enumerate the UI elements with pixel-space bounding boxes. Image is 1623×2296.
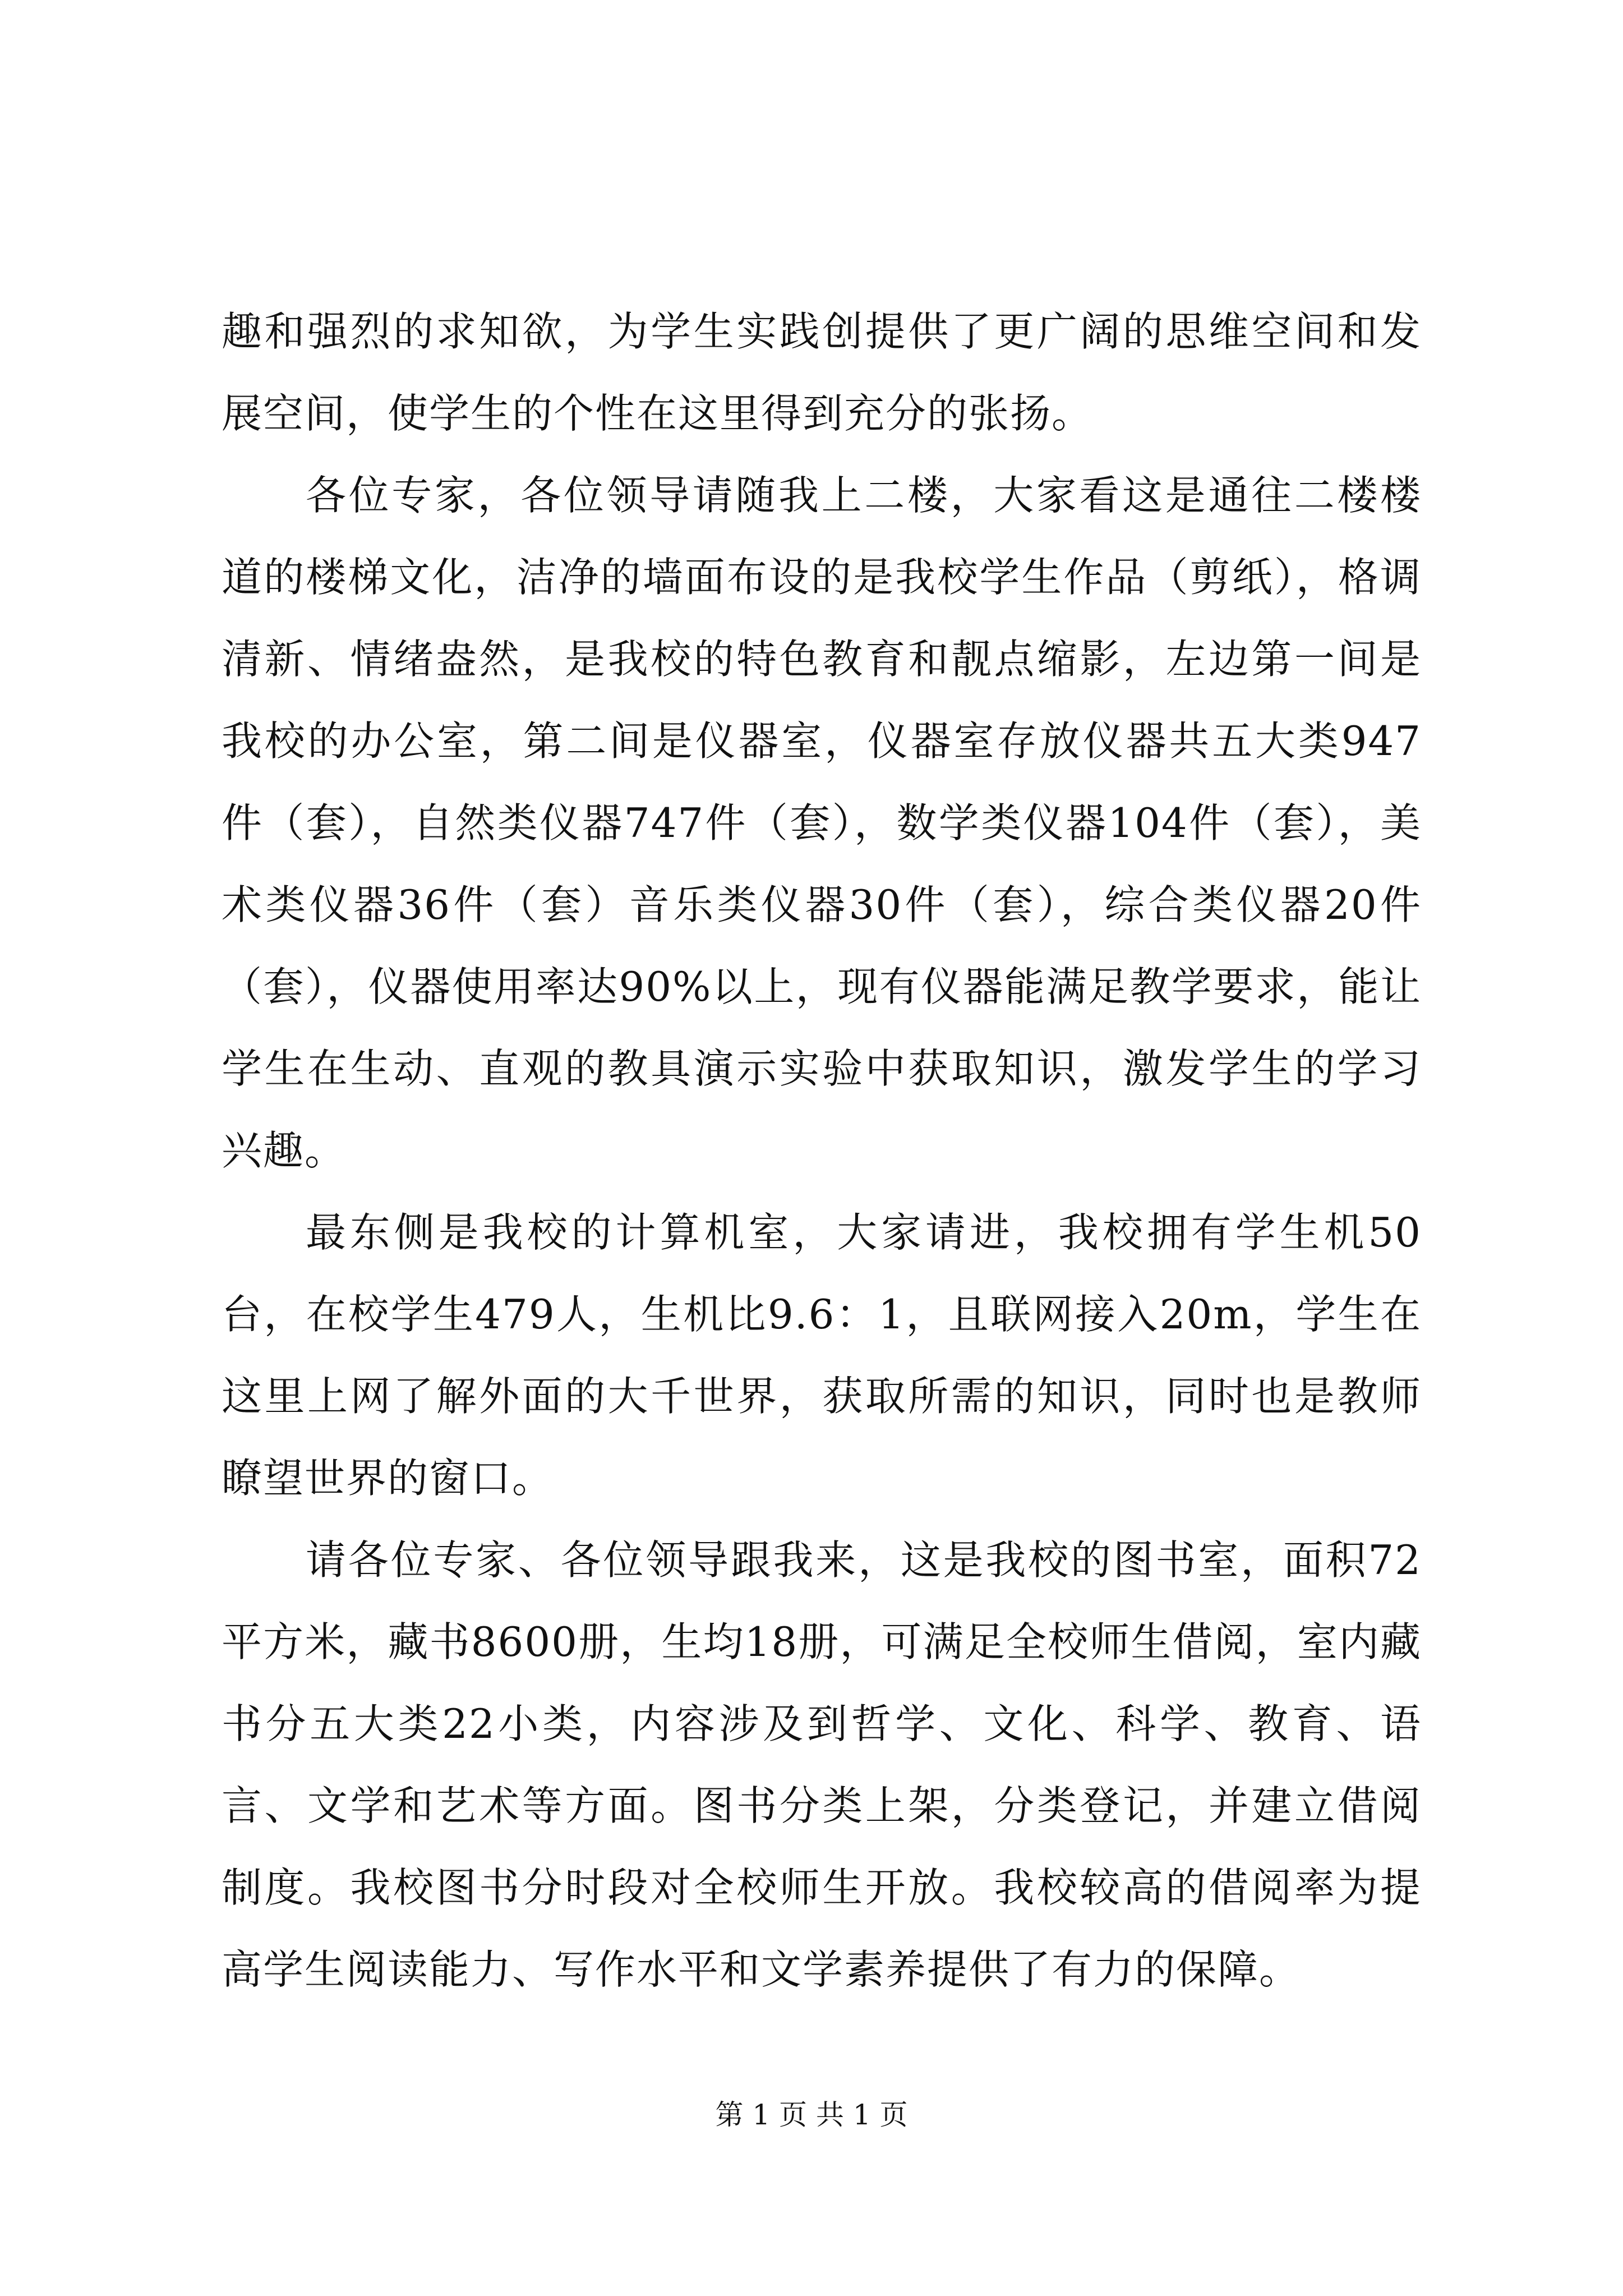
paragraph-instrument-room: 各位专家，各位领导请随我上二楼，大家看这是通往二楼楼道的楼梯文化，洁净的墙面布设的是我校学生作品（剪纸），格调清新、情绪盎然，是我校的特色教育和靓点缩影，左边第一间是我校的办公室，第二间是仪器室，仪器室存放仪器共五大类947件（套），自然类仪器747件（套），数学类仪器104件（套），美术类仪器36件（套）音乐类仪器30件（套），综合类仪器20件（套），仪器使用率达90%以上，现有仪器能满足教学要求，能让学生在生动、直观的教具演示实验中获取知识，激发学生的学习兴趣。 [222, 472, 1422, 1174]
paragraph-library: 请各位专家、各位领导跟我来，这是我校的图书室，面积72平方米，藏书8600册，生均18册，可满足全校师生借阅，室内藏书分五大类22小类，内容涉及到哲学、文化、科学、教育、语言、文学和艺术等方面。图书分类上架，分类登记，并建立借阅制度。我校图书分时段对全校师生开放。我校较高的借阅率为提高学生阅读能力、写作水平和文学素养提供了有力的保障。 [222, 1536, 1422, 1993]
paragraph-continuation: 趣和强烈的求知欲，为学生实践创提供了更广阔的思维空间和发展空间，使学生的个性在这里得到充分的张扬。 [222, 308, 1422, 437]
document-body [222, 291, 1422, 2010]
paragraph-computer-room: 最东侧是我校的计算机室，大家请进，我校拥有学生机50台，在校学生479人，生机比9.6：1，且联网接入20m，学生在这里上网了解外面的大千世界，获取所需的知识，同时也是教师瞭望世界的窗口。 [222, 1209, 1422, 1502]
page-footer: 第 1 页 共 1 页 [715, 2099, 908, 2131]
